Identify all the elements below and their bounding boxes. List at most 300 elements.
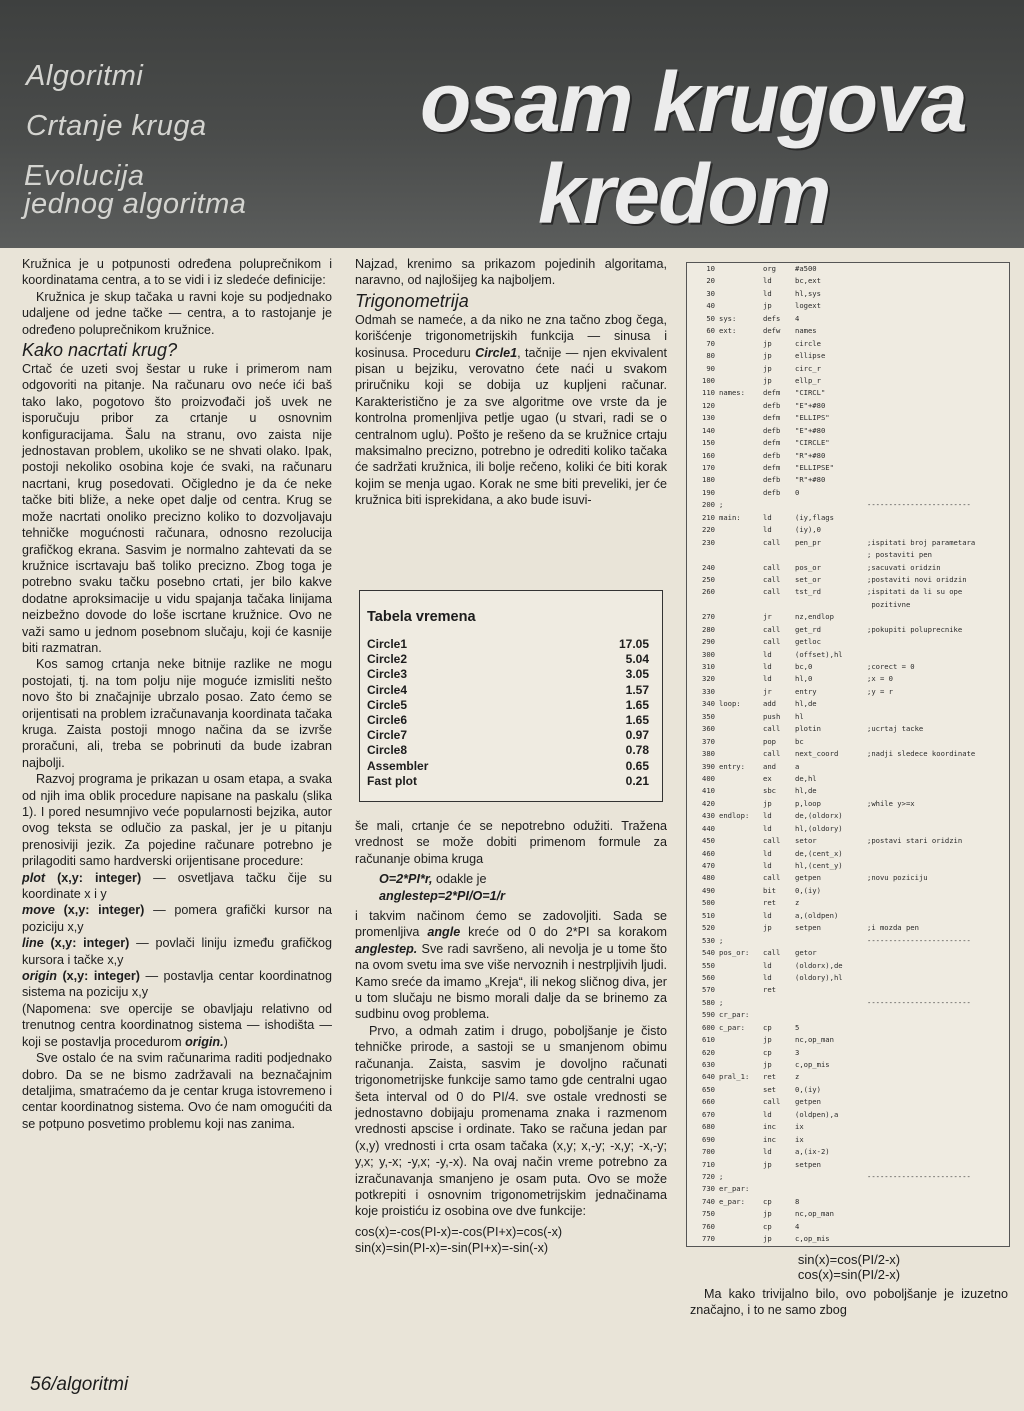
code-field: jp [763, 1035, 772, 1045]
code-field [867, 1183, 1003, 1195]
code-field: 240 [702, 562, 715, 572]
assembler-listing [686, 262, 1010, 1247]
code-field: 560 [702, 972, 715, 982]
code-field: ;y = r [867, 686, 893, 696]
code-field [719, 462, 763, 474]
code-line [687, 624, 1009, 636]
code-line [687, 673, 1009, 685]
code-line [687, 947, 1009, 959]
code-line [687, 773, 1009, 785]
code-field [867, 1022, 1003, 1034]
paragraph: Prvo, a odmah zatim i drugo, poboljšanje je čisto tehničke prirode, a sastoji se u smanjenom obimu računanja. Zaista, sasvim je dovoljno računati trigonometrijske funkcije samo tamo gde centralni ugao šeta interval od 0 do PI/4. sve ostale vrednosti se jednostavno dobijaju promenama znaka i razmenom vrednosti apscise i ordinate. Tako se računa jedan par (x,y) vrednosti i crta osam tačaka (x,y; x,-y; -x,y; -x,-y; y,x; y,-x; -y,x; -y,-x). Na ovaj način vreme potrebno za izračunavanja smanjeno je osam puta. Ovo se može potkrepiti i osnovnim trigonometrijskim jednačinama koje proistiću iz osobina ove dve funkcije: [355, 1023, 667, 1219]
code-field [719, 748, 763, 760]
table-cell-name: Circle1 [367, 637, 408, 651]
table-row [367, 698, 657, 713]
article-title-line2: kredom [538, 147, 830, 241]
code-field: defm [763, 413, 781, 423]
code-field: 620 [702, 1047, 715, 1057]
code-line [687, 1208, 1009, 1220]
code-field: 330 [702, 686, 715, 696]
code-field: entry: [719, 761, 745, 771]
code-field: hl,de [795, 699, 817, 709]
code-field [719, 1109, 763, 1121]
code-field [867, 848, 1003, 860]
code-field [867, 437, 1003, 449]
formula-line [355, 888, 667, 904]
code-field: defb [763, 487, 781, 497]
code-field: p,loop [795, 798, 821, 808]
code-field: tst_rd [795, 587, 821, 597]
table-cell-name: Circle7 [367, 728, 408, 743]
code-field: pos_or [795, 562, 821, 572]
code-field: ;postavi stari oridzin [867, 836, 963, 846]
code-field [719, 350, 763, 362]
code-field [763, 1171, 795, 1183]
code-field [867, 1071, 1003, 1083]
code-field: ex [763, 773, 772, 783]
definition-move [22, 902, 332, 935]
code-field [867, 400, 1003, 412]
code-line [687, 599, 1009, 611]
paragraph: Crtač će uzeti svoj šestar u ruke i primerom nam odgovoriti na pitanje. Na računaru ovo neće ići baš tako lako, pogotovo što proizvođači još uvek ne isporučuju pribor za crtanje u osnovnim konfiguracijama. Šalu na stranu, ovo zaista nije jednostavan problem, ukoliko se ne shvati olako. Ipak, postoji nekoliko osobina koje će svaki, na računaru nacrtani, krug posedovati. Očigledno je da će neke tačke biti bliže, a neke opet dalje od centra. Krug se može nacrtati onoliko precizno koliko to dozvoljavaju tehničke mogućnosti računara, odnosno rezolucija grafičkog ekrana. Sasvim je normalno zahtevati da se kružnice iscrtavaju baš toliko precizno. Zbog toga je potrebno svaku tačku posebno crtati, jer bilo kakve dodatne aproksimacije u vidu spajanja tačaka linijama neizbežno dovode do loše iscrtane kružnice. Ovo ne važi samo u jednom posebnom slučaju, koji će kasnije biti razmatran. [22, 362, 332, 655]
code-field: 740 [702, 1196, 715, 1206]
code-field: ld [763, 848, 772, 858]
table-row [367, 759, 657, 774]
code-line [687, 1059, 1009, 1071]
code-field: 550 [702, 960, 715, 970]
code-field [867, 1146, 1003, 1158]
text: Odmah se namеće, a da niko ne zna tačno zbog čega, korišćenje trigonometrijskih funkcija — sinusa i kosinusa. Proceduru [355, 312, 667, 360]
code-field: call [763, 724, 781, 734]
code-field [867, 1159, 1003, 1171]
code-field: loop: [719, 699, 741, 709]
code-line [687, 972, 1009, 984]
header-banner [0, 0, 1024, 248]
code-line [687, 910, 1009, 922]
table-cell-name: Circle5 [367, 697, 408, 712]
code-field: call [763, 587, 781, 597]
code-field: 260 [702, 587, 715, 597]
code-field: hl,(cent_y) [795, 861, 843, 870]
equation: cos(x)=-cos(PI-x)=-cos(PI+x)=cos(-x) [355, 1224, 563, 1239]
code-field [867, 1221, 1003, 1233]
code-field [867, 450, 1003, 462]
code-field [719, 549, 763, 561]
code-line [687, 1121, 1009, 1133]
code-field: 10 [706, 264, 715, 273]
code-line [687, 499, 1009, 511]
code-field: 90 [706, 363, 715, 373]
code-field: 460 [702, 848, 715, 858]
equation: sin(x)=sin(PI-x)=-sin(PI+x)=-sin(-x) [355, 1241, 549, 1256]
code-field: defm [763, 438, 781, 448]
table-cell-value: 3.05 [625, 667, 649, 682]
code-field: 750 [702, 1209, 715, 1219]
paragraph: Sve ostalo će na svim računarima raditi podjednako dobro. Da se ne bismo zadržavali na beznačajnim detaljima, smatraćemo da je centar kruga istovremeno i centar koordinatnog sistema. Ovo će nam omogućiti da se potpuno posvetimo problemu koji nas zanima. [22, 1051, 332, 1131]
code-field [719, 860, 763, 872]
code-line [687, 512, 1009, 524]
code-field [867, 375, 1003, 387]
table-row [367, 728, 657, 743]
code-field [867, 288, 1003, 300]
code-field: call [763, 836, 781, 846]
code-field: ld [763, 861, 772, 870]
code-field [867, 412, 1003, 424]
table-row [367, 683, 657, 698]
code-line [687, 649, 1009, 661]
table-cell-name: Circle2 [367, 652, 408, 667]
code-field: ; [719, 500, 724, 510]
table-cell-value: 0.65 [625, 758, 649, 773]
code-field [687, 599, 719, 611]
text: Sve radi savršeno, ali nevolja je u tome što na ovom svetu ima sve više nervoznih i nestrpljivih ljudi. Kamo sreće da imamo „Kreja“, ili nekog sličnog diva, jer u tom slučaju ne bismo morali dalje da se brinemo za sudbinu ovog problema. [355, 941, 667, 1022]
code-line [687, 1146, 1009, 1158]
code-field [719, 823, 763, 835]
text: odakle je [432, 872, 487, 887]
code-field: 320 [702, 674, 715, 684]
code-field: 80 [706, 351, 715, 361]
code-field: 110 [702, 388, 715, 398]
code-field: jp [763, 923, 772, 933]
code-field [795, 1183, 867, 1195]
code-field: ld [763, 811, 772, 821]
keyword-args: (x,y: integer) [45, 870, 142, 885]
code-field: 3 [795, 1047, 800, 1057]
code-field [719, 1146, 763, 1158]
code-field [719, 1047, 763, 1059]
code-field: 0 [795, 487, 800, 497]
keyword: line [22, 936, 44, 951]
code-line [687, 338, 1009, 350]
code-field: setor [795, 836, 817, 846]
code-field: defm [763, 463, 781, 472]
code-field [795, 1246, 867, 1247]
code-line [687, 313, 1009, 325]
paragraph: Ma kako trivijalno bilo, ovo poboljšanje je izuzetno značajno, i to ne samo zbog [690, 1287, 1008, 1318]
code-field [867, 474, 1003, 486]
code-field: "ELLIPSE" [795, 463, 834, 472]
code-line [687, 798, 1009, 810]
code-field: next_coord [795, 749, 839, 759]
code-field [795, 549, 867, 561]
code-field [795, 984, 867, 996]
code-field: 470 [702, 861, 715, 870]
code-field [719, 885, 763, 897]
code-field: 8 [795, 1196, 800, 1206]
code-field: z [795, 898, 800, 908]
code-field [867, 512, 1003, 524]
code-field [719, 474, 763, 486]
note [22, 1001, 332, 1050]
code-field: ; [719, 1171, 724, 1181]
code-field: ;while y>=x [867, 798, 915, 808]
code-field: hl,0 [795, 674, 813, 684]
code-line [687, 1047, 1009, 1059]
code-field: ret [763, 898, 776, 908]
code-field: ;i mozda pen [867, 923, 919, 933]
code-field [795, 1009, 867, 1021]
code-line [687, 387, 1009, 399]
code-field: 440 [702, 823, 715, 833]
code-field: a,(oldpen) [795, 910, 839, 920]
code-field: 4 [795, 313, 800, 323]
code-line [687, 885, 1009, 897]
definition-line [22, 935, 332, 968]
code-line [687, 487, 1009, 499]
code-field: 590 [702, 1010, 715, 1020]
code-field: hl,sys [795, 288, 821, 298]
code-field: defm [763, 388, 781, 398]
keyword: anglestep. [355, 941, 418, 956]
code-field: ; [719, 997, 724, 1007]
code-field: cp [763, 1196, 772, 1206]
code-field [719, 412, 763, 424]
code-line [687, 363, 1009, 375]
code-field [867, 387, 1003, 399]
code-field: 680 [702, 1122, 715, 1132]
code-field [719, 363, 763, 375]
code-field: 500 [702, 898, 715, 908]
keyword-args: (x,y: integer) [56, 969, 140, 984]
code-field [763, 997, 795, 1009]
code-field [867, 1084, 1003, 1096]
code-field: 760 [702, 1221, 715, 1231]
code-field: 690 [702, 1134, 715, 1144]
code-field [719, 785, 763, 797]
code-field: 170 [702, 463, 715, 472]
code-field [867, 1059, 1003, 1071]
code-field: 270 [702, 612, 715, 622]
code-field: 150 [702, 438, 715, 448]
code-field: names [795, 326, 817, 336]
code-line [687, 425, 1009, 437]
code-field [719, 537, 763, 549]
code-line [687, 437, 1009, 449]
code-field: cr_par: [719, 1010, 750, 1020]
table-cell-value: 0.97 [625, 728, 649, 743]
code-field: call [763, 537, 781, 547]
table-row [367, 652, 657, 667]
code-field: names: [719, 388, 745, 398]
code-field: ;sacuvati oridzin [867, 562, 941, 572]
code-line [687, 1171, 1009, 1183]
definition-text: — osvetljava tačku čije su koordinate x i y [22, 870, 333, 902]
code-field: setpen [795, 1159, 821, 1169]
code-field: z [795, 1072, 800, 1082]
code-field [763, 935, 795, 947]
code-field: 350 [702, 711, 715, 721]
code-field: defb [763, 425, 781, 435]
code-field: sbc [763, 786, 776, 796]
code-field: inc [763, 1122, 776, 1132]
table-cell-value: 1.57 [625, 682, 649, 697]
table-cell-name: Circle4 [367, 682, 408, 697]
code-field: add [763, 699, 776, 709]
code-line [687, 1221, 1009, 1233]
code-field: circ_r [795, 363, 821, 373]
code-field: 220 [702, 525, 715, 535]
code-field [719, 1159, 763, 1171]
paragraph: Razvoj programa je prikazan u osam etapa, a svaka od njih ima oblik procedure napisane na paskalu (slika 1). I pored nesumnjivo veće popularnosti bejzika, autor ovog teksta se odlučio za paskal, jer je u pitanju prenosiviji jezik. Za pojedine računare potrebno je prilagoditi samo hardverski orijentisane procedure: [22, 772, 332, 869]
code-field [763, 599, 795, 611]
code-field: ld [763, 823, 772, 833]
code-field [763, 1246, 795, 1247]
code-field [867, 711, 1003, 723]
code-field: getloc [795, 637, 821, 647]
code-field [719, 400, 763, 412]
code-field [867, 736, 1003, 748]
code-field: ix [795, 1122, 804, 1132]
series-label: Evolucija [24, 160, 145, 192]
code-field: bit [763, 885, 776, 895]
code-line [687, 711, 1009, 723]
code-field: jp [763, 1159, 772, 1169]
code-field [867, 947, 1003, 959]
code-field: bc [795, 736, 804, 746]
code-field: circle [795, 338, 821, 348]
code-line [687, 723, 1009, 735]
code-field: 200 [702, 500, 715, 510]
code-field [719, 972, 763, 984]
code-field: ;ispitati broj parametara [867, 537, 976, 547]
code-field: 540 [702, 948, 715, 958]
code-field [867, 1121, 1003, 1133]
code-field [867, 611, 1003, 623]
code-field [795, 935, 867, 947]
code-field [719, 1084, 763, 1096]
code-field: 230 [702, 537, 715, 547]
text: kreće od 0 do 2*PI sa korakom [460, 925, 667, 940]
code-field: jr [763, 612, 772, 622]
keyword: plot [22, 870, 46, 885]
code-field: ld [763, 662, 772, 671]
code-field [719, 848, 763, 860]
code-line [687, 1096, 1009, 1108]
code-field: ------------------------ [867, 500, 971, 510]
code-line [687, 1034, 1009, 1046]
code-field: ;ucrtaj tacke [867, 724, 924, 734]
code-field: "E"+#80 [795, 425, 826, 435]
paragraph: Kos samog crtanja neke bitnije razlike ne mogu postojati, tj. na tom polju nije moguće izmisliti nešto novo što bi značajnije ubrzalo posao. Zato ćemo se orijentisati na problem izračunavanja koordinata tačaka kruga. Zaista postoji mnogo načina da se izvrše proračuni, ali, treba se pobrinuti da bude izabran najbolji. [22, 657, 332, 770]
code-field [719, 1134, 763, 1146]
code-field: nz,endlop [795, 612, 834, 622]
code-field [867, 1134, 1003, 1146]
code-field: 140 [702, 425, 715, 435]
code-field: defb [763, 450, 781, 460]
code-field [763, 1009, 795, 1021]
code-field: ; postaviti pen [867, 550, 932, 560]
code-field: 180 [702, 475, 715, 485]
table-row [367, 743, 657, 758]
code-field: 250 [702, 574, 715, 584]
code-line [687, 462, 1009, 474]
code-line [687, 960, 1009, 972]
code-field [719, 599, 763, 611]
equation: cos(x)=sin(PI/2-x) [797, 1267, 901, 1282]
code-field: set_or [795, 574, 821, 584]
column-2-bottom [355, 818, 667, 1257]
code-field: 100 [702, 375, 715, 385]
code-field [719, 1121, 763, 1133]
code-field: main: [719, 512, 741, 522]
code-line [687, 935, 1009, 947]
code-field: 30 [706, 288, 715, 298]
code-field: a,(ix-2) [795, 1147, 830, 1157]
code-field: set [763, 1084, 776, 1094]
code-field: 50 [706, 313, 715, 323]
code-field: ellp_r [795, 375, 821, 385]
code-field: bc,0 [795, 662, 813, 671]
code-line [687, 997, 1009, 1009]
code-field: ld [763, 910, 772, 920]
code-field: defb [763, 400, 781, 410]
code-field [719, 1221, 763, 1233]
code-field: ld [763, 525, 772, 535]
code-field: ld [763, 1109, 772, 1119]
code-line [687, 524, 1009, 536]
code-field: 340 [702, 699, 715, 709]
code-field: 430 [702, 811, 715, 821]
code-field: 60 [706, 326, 715, 336]
code-line [687, 450, 1009, 462]
code-field: ;corect = 0 [867, 662, 915, 671]
code-line [687, 275, 1009, 287]
code-field: 310 [702, 662, 715, 671]
table-cell-name: Circle8 [367, 743, 408, 758]
code-field [719, 263, 763, 275]
code-field: defw [763, 326, 781, 336]
code-field: de,hl [795, 773, 817, 783]
code-field: ;novu poziciju [867, 873, 928, 883]
code-field [719, 686, 763, 698]
code-field: (oldpen),a [795, 1109, 839, 1119]
code-line [687, 661, 1009, 673]
code-field: and [763, 761, 776, 771]
paragraph [355, 908, 667, 1023]
code-field [867, 1009, 1003, 1021]
code-field [867, 1047, 1003, 1059]
code-field: getor [795, 948, 817, 958]
code-line [687, 549, 1009, 561]
code-line [687, 1109, 1009, 1121]
code-field [719, 1096, 763, 1108]
code-field: jr [763, 686, 772, 696]
code-line [687, 325, 1009, 337]
code-line [687, 300, 1009, 312]
code-line [687, 897, 1009, 909]
code-field [719, 922, 763, 934]
code-field [867, 275, 1003, 287]
code-field: 580 [702, 997, 715, 1007]
code-line [687, 761, 1009, 773]
code-field: ld [763, 1147, 772, 1157]
code-field: #a500 [795, 264, 817, 273]
code-field [719, 1246, 763, 1247]
code-line [687, 1183, 1009, 1195]
text: i takvim načinom ćemo se zadovoljiti. Sada se promenljiva [355, 909, 667, 940]
table-cell-value: 1.65 [625, 697, 649, 712]
code-field [867, 636, 1003, 648]
table-row [367, 667, 657, 682]
code-line [687, 1159, 1009, 1171]
code-field: org [763, 264, 776, 273]
code-field: 190 [702, 487, 715, 497]
code-line [687, 400, 1009, 412]
code-field: ;x = 0 [867, 674, 893, 684]
code-field [719, 636, 763, 648]
code-field: push [763, 711, 781, 721]
code-field: 480 [702, 873, 715, 883]
